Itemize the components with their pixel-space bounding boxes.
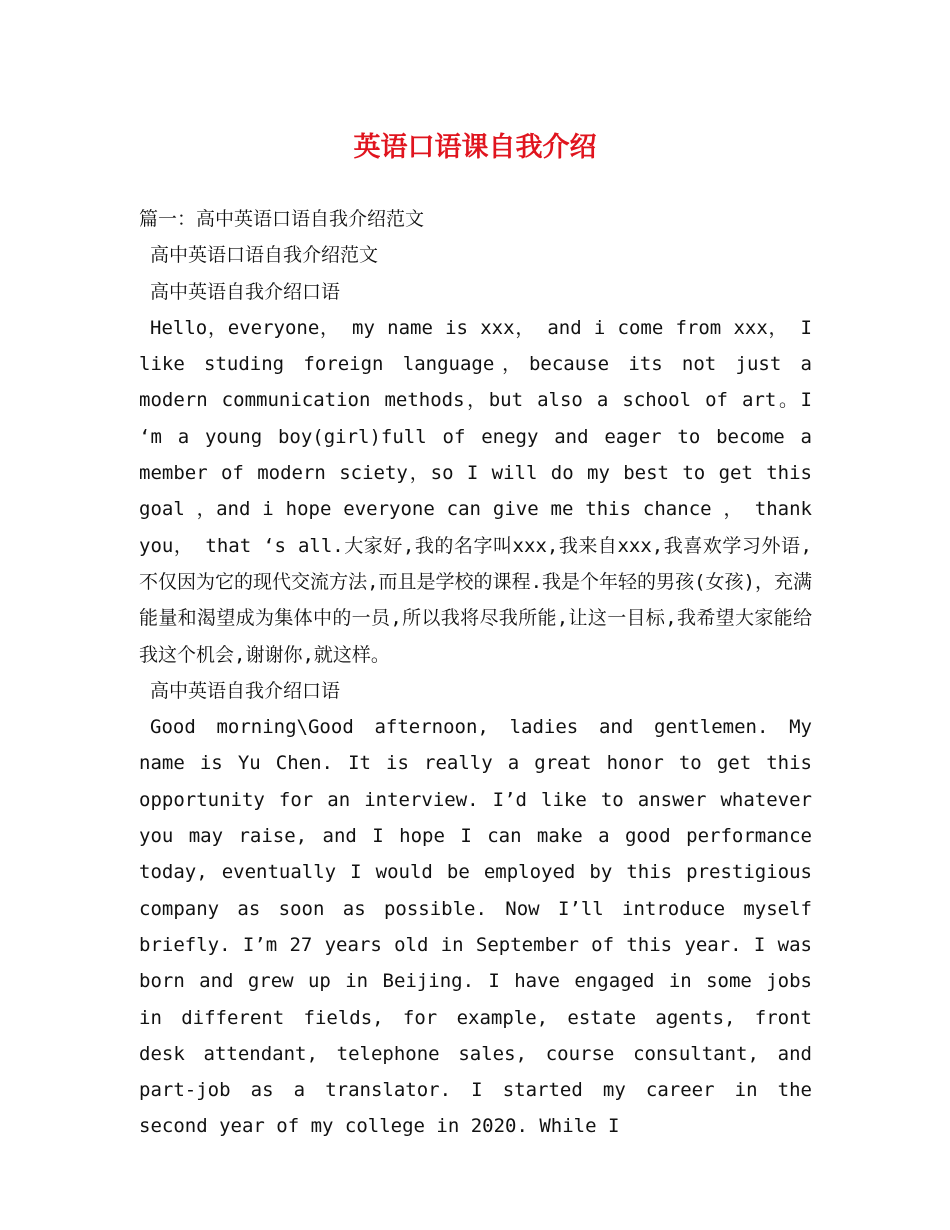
section-heading: 篇一：高中英语口语自我介绍范文 [139,208,425,230]
paragraph: Hello，everyone， my name is xxx， and i come from xxx， I like studing foreign language，because its not just a modern communication methods，but also a school of art。I ‘m a young boy(girl)full of enegy and eager to become a member of modern sciety，so I will do my best to get this goal ，and i hope everyone can give me this chance ， thank you， that ‘s all.大家好,我的名字叫xxx,我来自xxx,我喜欢学习外语,不仅因为它的现代交流方法,而且是学校的课程.我是个年轻的男孩(女孩)，充满能量和渴望成为集体中的一员,所以我将尽我所能,让这一目标,我希望大家能给我这个机会,谢谢你,就这样。 [139,316,812,666]
sub-heading: 高中英语自我介绍口语 [150,679,341,702]
sub-heading: 高中英语自我介绍口语 [150,280,341,303]
document-title: 英语口语课自我介绍 [353,132,597,163]
document-body [139,201,812,1145]
paragraph: Good morning\Good afternoon, ladies and gentlemen. My name is Yu Chen. It is really a great honor to get this opportunity for an interview. I’d like to answer whatever you may raise, and I hope I can make a good performance today, eventually I would be employed by this prestigious company as soon as possible. Now I’ll introduce myself briefly. I’m 27 years old in September of this year. I was born and grew up in Beijing. I have engaged in some jobs in different fields, for example, estate agents, front desk attendant, telephone sales, course consultant, and part-job as a translator. I started my career in the second year of my college in 2020. While I [139,716,812,1138]
sub-heading: 高中英语口语自我介绍范文 [150,244,379,267]
